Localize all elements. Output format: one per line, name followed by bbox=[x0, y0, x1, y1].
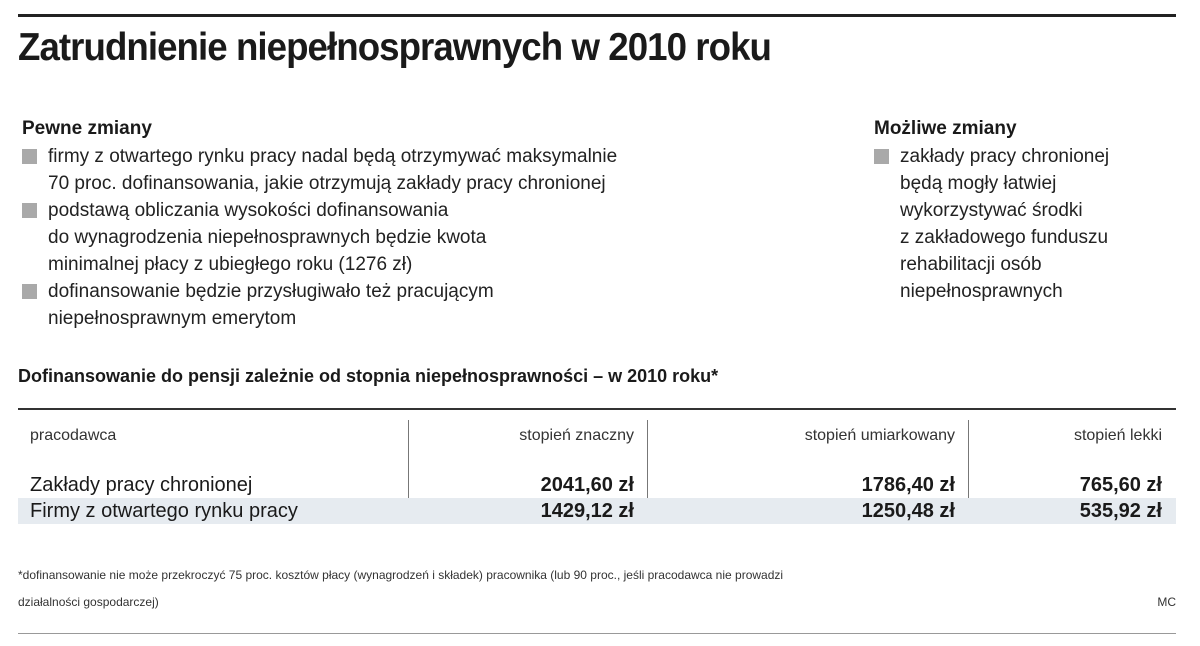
table-cell-mild: 535,92 zł bbox=[1079, 500, 1162, 522]
column-header-moderate: stopień umiarkowany bbox=[804, 427, 955, 444]
list-item-text: dofinansowanie będzie przysługiwało też pracującym niepełnosprawnym emerytom bbox=[48, 281, 494, 329]
square-bullet-icon bbox=[22, 284, 37, 299]
list-item-text: firmy z otwartego rynku pracy nadal będą otrzymywać maksymalnie 70 proc. dofinansowania, jakie otrzymują zakłady pracy chronionej bbox=[48, 146, 618, 194]
table-cell-mild: 765,60 zł bbox=[1079, 474, 1162, 496]
list-item bbox=[22, 197, 842, 278]
list-item-text: zakłady pracy chronionej będą mogły łatwiej wykorzystywać środki z zakładowego funduszu rehabilitacji osób niepełnosprawnych bbox=[900, 146, 1110, 302]
page-title: Zatrudnienie niepełnosprawnych w 2010 roku bbox=[18, 26, 771, 69]
footnote-line: *dofinansowanie nie może przekroczyć 75 proc. kosztów płacy (wynagrodzeń i składek) pracownika (lub 90 proc., jeśli pracodawca nie prowadzi bbox=[18, 568, 784, 582]
possible-changes-list bbox=[874, 143, 1184, 305]
table-cell-significant: 1429,12 zł bbox=[540, 500, 634, 522]
column-header-mild: stopień lekki bbox=[1073, 427, 1162, 444]
square-bullet-icon bbox=[874, 149, 889, 164]
table-cell-employer: Zakłady pracy chronionej bbox=[30, 474, 253, 496]
table-cell-significant: 2041,60 zł bbox=[540, 474, 634, 496]
bottom-rule bbox=[18, 633, 1176, 634]
square-bullet-icon bbox=[22, 203, 37, 218]
certain-changes-list bbox=[22, 143, 842, 332]
table-cell-moderate: 1786,40 zł bbox=[861, 474, 955, 496]
list-item bbox=[22, 143, 842, 197]
list-item bbox=[874, 143, 1184, 305]
footnote-line: działalności gospodarczej) bbox=[18, 595, 159, 609]
certain-changes-heading: Pewne zmiany bbox=[22, 118, 152, 139]
table-cell-moderate: 1250,48 zł bbox=[861, 500, 955, 522]
possible-changes-heading: Możliwe zmiany bbox=[874, 118, 1017, 139]
top-rule bbox=[18, 14, 1176, 17]
column-header-significant: stopień znaczny bbox=[519, 427, 634, 444]
table-title: Dofinansowanie do pensji zależnie od stopnia niepełnosprawności – w 2010 roku* bbox=[18, 366, 719, 386]
list-item-text: podstawą obliczania wysokości dofinansowania do wynagrodzenia niepełnosprawnych będzie kwota minimalnej płacy z ubiegłego roku (1276 zł) bbox=[48, 200, 487, 275]
square-bullet-icon bbox=[22, 149, 37, 164]
table-cell-employer: Firmy z otwartego rynku pracy bbox=[30, 500, 298, 522]
list-item bbox=[22, 278, 842, 332]
author-initials: MC bbox=[1157, 595, 1176, 609]
table-top-rule bbox=[18, 408, 1176, 410]
column-header-employer: pracodawca bbox=[30, 427, 117, 444]
